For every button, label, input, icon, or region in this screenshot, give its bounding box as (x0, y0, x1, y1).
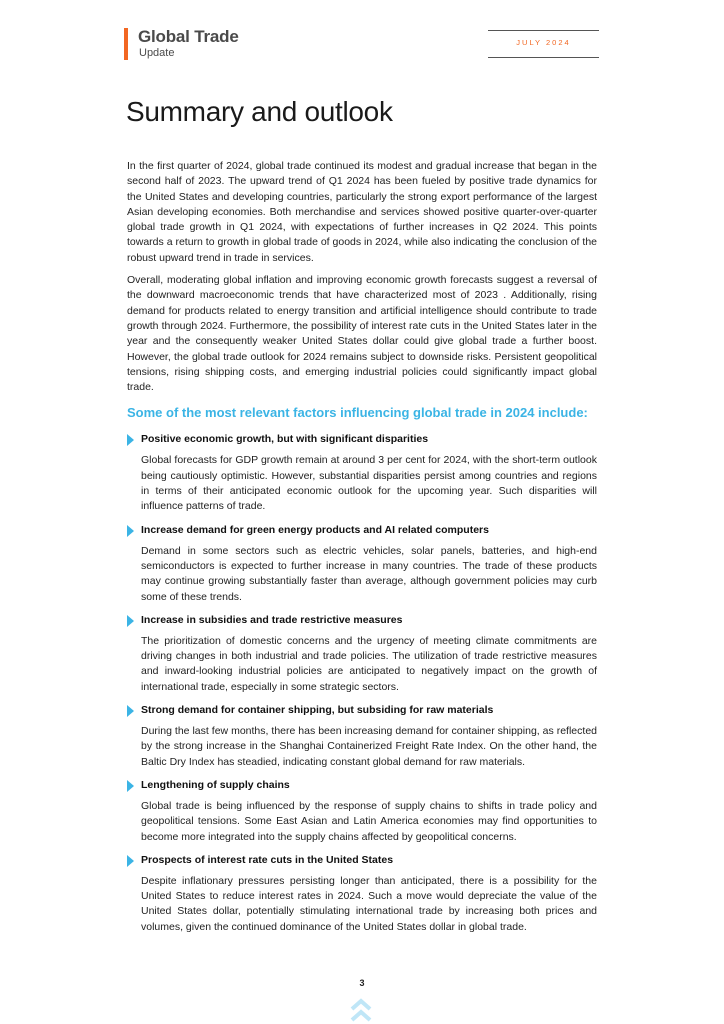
factor-title: Lengthening of supply chains (141, 778, 290, 791)
factor-body: Despite inflationary pressures persisting longer than anticipated, there is a possibility for the United States to reduce interest rates in 2024. Such a move would depreciate the value of the United States dollar, potentially stimulating international trade by increasing both prices and volumes, given the continued dominance of the United States dollar in global trade. (141, 874, 597, 933)
brand-subtitle: Update (139, 47, 175, 59)
triangle-bullet-icon (127, 855, 134, 867)
intro-paragraph: In the first quarter of 2024, global trade continued its modest and gradual increase that began in the second half of 2023. The upward trend of Q1 2024 has been fueled by positive trade dynamics for the United States and developing countries, particularly the strong export performance of the largest Asian developing economies. Both merchandise and services showed positive quarter-over-quarter global trade growth in Q1 2024, with expectations of further increases in Q2 2024. This points towards a return to growth in global trade of goods in 2024, while also indicating the conclusion of the robust upward trend in trade in services. (127, 160, 597, 264)
factor-body: The prioritization of domestic concerns and the urgency of meeting climate commitments are driving changes in both industrial and trade policies. The utilization of trade restrictive measures and inward-looking industrial policies are anticipated to negatively impact on the growth of international trade, especially in some strategic sectors. (141, 634, 597, 693)
page-number: 3 (359, 978, 365, 988)
factor-heading (127, 433, 597, 445)
triangle-bullet-icon (127, 434, 134, 446)
date-rule-top (488, 30, 599, 31)
brand-accent-bar (124, 28, 128, 60)
factor-heading (127, 854, 597, 866)
intro-paragraph: Overall, moderating global inflation and improving economic growth forecasts suggest a reversal of the downward macroeconomic trends that have characterized most of 2023 . Additionally, rising demand for products related to energy transition and artificial intelligence should contribute to trade growth through 2024. Furthermore, the possibility of interest rate cuts in the United States later in the year and the consequently weaker United States dollar could give global trade a further boost. However, the global trade outlook for 2024 remains subject to downside risks. Persistent geopolitical tensions, rising shipping costs, and emerging industrial policies could significantly impact global trade. (127, 274, 597, 394)
factor-body: Demand in some sectors such as electric vehicles, solar panels, batteries, and high-end semiconductors is expected to further increase in many countries. The trade of these products may continue growing substantially faster than average, although government policies may curb some of these trends. (141, 544, 597, 603)
date-rule-bottom (488, 57, 599, 58)
factor-item (127, 704, 597, 770)
factor-item (127, 779, 597, 845)
factor-title: Positive economic growth, but with significant disparities (141, 433, 429, 446)
triangle-bullet-icon (127, 525, 134, 537)
factor-title: Prospects of interest rate cuts in the United States (141, 853, 394, 866)
triangle-bullet-icon (127, 780, 134, 792)
factor-heading (127, 779, 597, 791)
factors-heading: Some of the most relevant factors influencing global trade in 2024 include: (127, 405, 588, 421)
factor-body: Global trade is being influenced by the response of supply chains to shifts in trade policy and geopolitical tensions. Some East Asian and Latin America economies may find opportunities to become more integrated into the supply chains affected by geopolitical concerns. (141, 799, 597, 843)
factor-item (127, 854, 597, 935)
factor-heading (127, 704, 597, 716)
main-content (127, 159, 597, 944)
page-title: Summary and outlook (126, 96, 393, 127)
factor-item (127, 524, 597, 605)
triangle-bullet-icon (127, 615, 134, 627)
factor-title: Strong demand for container shipping, but subsiding for raw materials (141, 704, 494, 717)
factor-item (127, 433, 597, 514)
factor-heading (127, 614, 597, 626)
brand-title: Global Trade (138, 27, 239, 46)
factor-heading (127, 524, 597, 536)
factor-title: Increase demand for green energy products and AI related computers (141, 523, 489, 536)
double-chevron-up-icon[interactable] (350, 996, 372, 1024)
issue-date: JULY 2024 (516, 38, 571, 47)
triangle-bullet-icon (127, 705, 134, 717)
factor-body: During the last few months, there has been increasing demand for container shipping, as reflected by the strong increase in the Shanghai Containerized Freight Rate Index. On the other hand, the Baltic Dry Index has steadied, indicating constant global demand for raw materials. (141, 725, 597, 768)
factor-item (127, 614, 597, 695)
factor-title: Increase in subsidies and trade restrictive measures (141, 613, 403, 626)
factor-body: Global forecasts for GDP growth remain at around 3 per cent for 2024, with the short-term outlook being cautiously optimistic. However, substantial disparities persist among countries and regions in terms of their anticipated economic outlook for the upcoming year. Such disparities will influence patterns of trade. (141, 454, 597, 513)
